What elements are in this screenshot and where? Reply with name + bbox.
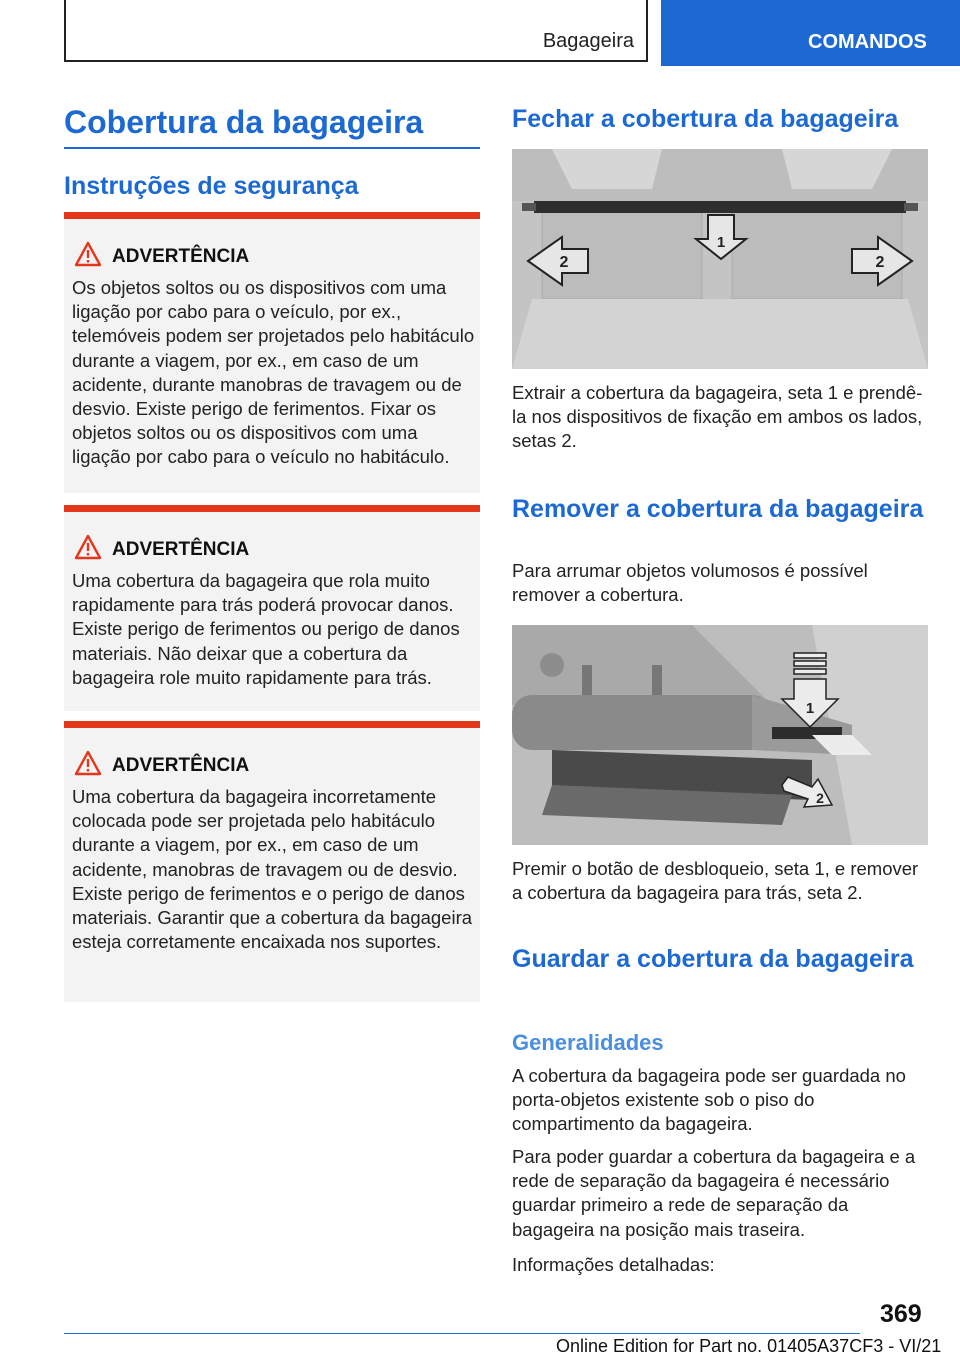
- general-paragraph-1: A cobertura da bagageira pode ser guardada no porta-objetos existente sob o piso do compartimento da bagageira.: [512, 1065, 906, 1135]
- warning-text: Uma cobertura da bagageira que rola muito rapidamente para trás poderá provocar danos. Existe perigo de ferimentos ou perigo de danos materiais. Não deixar que a cobertura da bagageira role muito rapidamente para trás.: [72, 570, 460, 688]
- warning-text: Os objetos soltos ou os dispositivos com uma ligação por cabo para o veículo, por ex., telemóveis podem ser projetados pelo habitáculo durante a viagem, por ex., em caso de um acidente, durante manobras de travagem ou de desvio. Existe perigo de ferimentos. Fixar os objetos soltos ou os dispositivos com uma ligação por cabo para o veículo no habitáculo.: [72, 277, 475, 468]
- remove-cover-heading: Remover a cobertura da bagageira: [512, 495, 924, 523]
- page-title: Cobertura da bagageira: [64, 104, 424, 140]
- close-cover-heading: Fechar a cobertura da bagageira: [512, 105, 899, 133]
- close-cover-illustration: [512, 149, 928, 369]
- title-divider: [64, 147, 480, 149]
- general-heading: Generalidades: [512, 1030, 664, 1055]
- header-section-label: Bagageira: [542, 30, 634, 52]
- remove-cover-intro: Para arrumar objetos volumosos é possível remover a cobertura.: [512, 560, 868, 606]
- safety-heading: Instruções de segurança: [64, 172, 359, 200]
- warning-box-1: [64, 212, 480, 493]
- close-arrow-2-right-label: 2: [875, 254, 885, 271]
- warning-text: Uma cobertura da bagageira incorretamente colocada pode ser projetada pelo habitáculo durante a viagem, por ex., em caso de um acidente, manobras de travagem ou de desvio. Existe perigo de ferimentos e o perigo de danos materiais. Garantir que a cobertura da bagageira esteja corretamente encaixada nos suportes.: [72, 786, 473, 953]
- warning-triangle-icon: [74, 750, 102, 776]
- remove-arrow-2-label: 2: [816, 790, 824, 806]
- edition-note: Online Edition for Part no. 01405A37CF3 - VI/21: [556, 1336, 942, 1356]
- warning-label: ADVERTÊNCIA: [112, 539, 250, 560]
- warning-triangle-icon: [74, 241, 102, 267]
- general-paragraph-3: Informações detalhadas:: [512, 1254, 715, 1275]
- header-section-box: [64, 0, 648, 62]
- store-cover-heading: Guardar a cobertura da bagageira: [512, 945, 914, 973]
- remove-cover-illustration: [512, 625, 928, 845]
- warning-label: ADVERTÊNCIA: [112, 246, 250, 267]
- remove-cover-text: Premir o botão de desbloqueio, seta 1, e remover a cobertura da bagageira para trás, seta 2.: [512, 858, 919, 904]
- warning-label: ADVERTÊNCIA: [112, 755, 250, 776]
- page-number: 369: [880, 1300, 922, 1328]
- footer-divider: [64, 1333, 860, 1334]
- header-chapter-label: COMANDOS: [808, 31, 927, 53]
- header-chapter-tab[interactable]: [661, 0, 960, 66]
- warning-box-2: [64, 505, 480, 711]
- warning-triangle-icon: [74, 534, 102, 560]
- close-cover-text: Extrair a cobertura da bagageira, seta 1 e prendê-la nos dispositivos de fixação em ambos os lados, setas 2.: [512, 382, 923, 452]
- warning-box-3: [64, 721, 480, 1002]
- close-arrow-2-left-label: 2: [559, 254, 569, 271]
- general-paragraph-2: Para poder guardar a cobertura da bagageira e a rede de separação da bagageira é necessário guardar primeiro a rede de separação da bagageira na posição mais traseira.: [512, 1146, 916, 1240]
- close-arrow-1-label: 1: [716, 234, 726, 251]
- remove-arrow-1-label: 1: [805, 700, 815, 717]
